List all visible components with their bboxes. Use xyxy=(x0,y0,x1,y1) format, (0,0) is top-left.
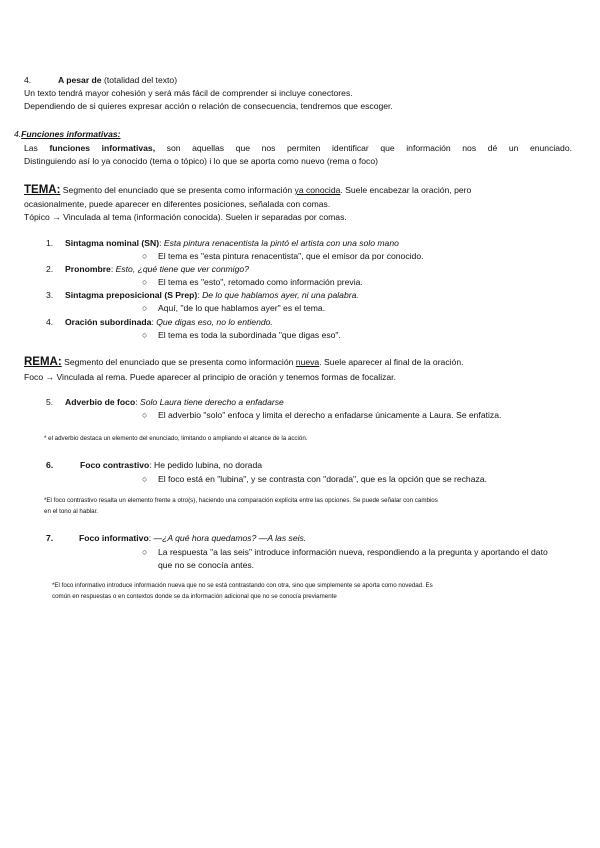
circle-bullet-icon: ○ xyxy=(142,547,148,557)
section-title: A pesar de xyxy=(57,75,102,85)
section-4-line-1: Un texto tendrá mayor cohesión y será más fácil de comprender si incluye conectores. xyxy=(24,88,353,98)
tema-line-3: Tópico → Vinculada al tema (información conocida). Suelen ir separadas por comas. xyxy=(24,212,347,222)
list-subitem: ○ El tema es toda la subordinada "que digas eso". xyxy=(142,330,341,340)
list-subitem: ○ El tema es "esto", retomado como información previa. xyxy=(142,277,363,287)
list-subitem-continuation: que no se conocía antes. xyxy=(158,560,255,570)
tema-line-2: ocasionalmente, puede aparecer en diferentes posiciones, señalada con comas. xyxy=(24,199,331,209)
section-4-heading xyxy=(24,74,177,86)
note-contrastivo-line-2: en el tono al hablar. xyxy=(44,508,99,515)
note-informativo-line-2: común en respuestas o en contextos donde se da información adicional que no se conocía previamente xyxy=(52,593,337,600)
funciones-heading xyxy=(14,128,121,140)
list-subitem: ○ El adverbio "solo" enfoca y limita el derecho a enfadarse únicamente a Laura. Se enfatiza. xyxy=(142,410,502,420)
circle-bullet-icon: ○ xyxy=(142,410,148,420)
circle-bullet-icon: ○ xyxy=(142,303,148,313)
funciones-paragraph-2: Distinguiendo así lo ya conocido (tema o tópico) i lo que se aporta como nuevo (rema o foco) xyxy=(24,156,378,166)
rema-definition: REMA: Segmento del enunciado que se presenta como información nueva. Suele aparecer al final de la oración. xyxy=(24,356,464,368)
funciones-paragraph-1: Las funciones informativas, son aquellas que nos permiten identificar que información nos dé un enunciado. xyxy=(24,143,573,153)
list-subitem: ○ La respuesta "a las seis" introduce información nueva, respondiendo a la pregunta y aportando el dato xyxy=(142,547,548,557)
circle-bullet-icon: ○ xyxy=(142,277,148,287)
list-item: 4. Oración subordinada: Que digas eso, no lo entiendo. xyxy=(46,317,273,327)
list-subitem: ○ El foco está en "lubina", y se contrasta con "dorada", que es la opción que se rechaza. xyxy=(142,474,487,484)
list-item: 6. Foco contrastivo: He pedido lubina, no dorada xyxy=(46,460,263,470)
note-contrastivo-line-1: *El foco contrastivo resalta un elemento frente a otro(s), haciendo una comparación explícita entre las opciones. Se puede señalar con cambios xyxy=(44,497,438,504)
tema-label: TEMA: xyxy=(24,184,61,196)
list-subitem: ○ El tema es "esta pintura renacentista", que el emisor da por conocido. xyxy=(142,251,424,261)
circle-bullet-icon: ○ xyxy=(142,474,148,484)
list-item: 2. Pronombre: Esto, ¿qué tiene que ver conmigo? xyxy=(46,264,249,274)
tema-definition: TEMA: Segmento del enunciado que se presenta como información ya conocida. Suele encabezar la oración, pero xyxy=(24,184,472,196)
list-item: 1. Sintagma nominal (SN): Esta pintura renacentista la pintó el artista con una solo mano xyxy=(46,238,399,248)
funciones-number: 4. xyxy=(14,129,22,139)
funciones-title: Funciones informativas: xyxy=(21,129,121,139)
note-adverbio: * el adverbio destaca un elemento del enunciado, limitando o ampliando el alcance de la acción. xyxy=(44,435,308,442)
circle-bullet-icon: ○ xyxy=(142,330,148,340)
list-item: 5. Adverbio de foco: Solo Laura tiene derecho a enfadarse xyxy=(46,397,284,407)
list-subitem: ○ Aquí, "de lo que hablamos ayer" es el tema. xyxy=(142,303,326,313)
note-informativo-line-1: *El foco informativo introduce información nueva que no se está contrastando con otra, sino que simplemente se aporta como novedad. Es xyxy=(52,582,433,589)
circle-bullet-icon: ○ xyxy=(142,251,148,261)
list-item: 3. Sintagma preposicional (S Prep): De lo que hablamos ayer, ni una palabra. xyxy=(46,290,359,300)
rema-line-2: Foco → Vinculada al rema. Puede aparecer al principio de oración y tenemos formas de focalizar. xyxy=(24,372,396,382)
section-4-line-2: Dependiendo de si quieres expresar acción o relación de consecuencia, tendremos que escoger. xyxy=(24,101,393,111)
section-title-rest: (totalidad del texto) xyxy=(101,75,178,85)
rema-label: REMA: xyxy=(24,356,62,368)
section-number: 4. xyxy=(24,75,32,85)
list-item: 7. Foco informativo: —¿A qué hora quedamos? —A las seis. xyxy=(46,533,307,543)
